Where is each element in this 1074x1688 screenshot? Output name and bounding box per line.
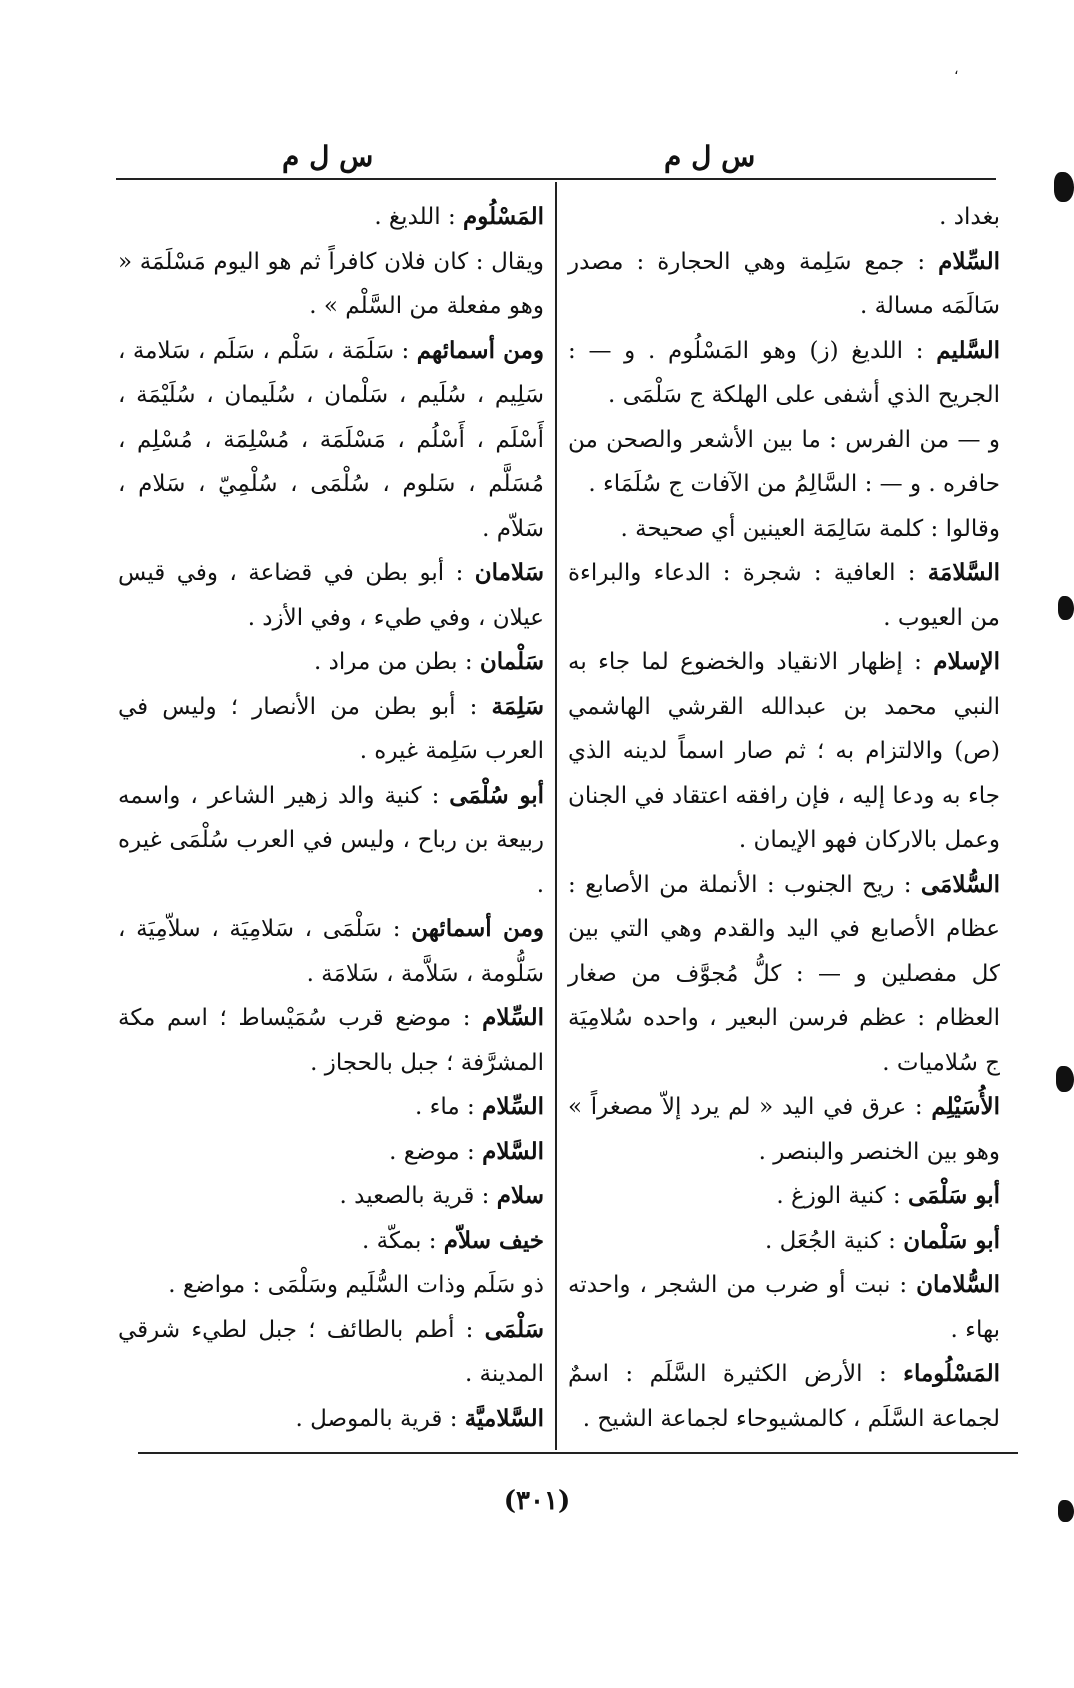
- entry-head: خيف سلاّم: [443, 1226, 544, 1254]
- entry-head: المَسْلُوماء: [903, 1360, 1000, 1387]
- entry: [568, 551, 1000, 640]
- entry: [568, 418, 1000, 507]
- entry-head: أبو سَلْمَى: [907, 1182, 1000, 1209]
- entry: [118, 195, 544, 240]
- entry: [568, 1352, 1000, 1441]
- entry-head: السِّلام: [482, 1004, 544, 1031]
- entry: [118, 1308, 544, 1397]
- entry-text: : الأرض الكثيرة السَّلَم : اسمٌ لجماعة السَّلَم ، كالمشيوحاء لجماعة الشيح .: [568, 1361, 1000, 1432]
- entry: [118, 685, 544, 774]
- entry-text: : أطم بالطائف ؛ جبل لطيء شرقي المدينة .: [118, 1316, 544, 1387]
- entry-text: : موضع قرب سُمَيْساط ؛ اسم مكة المشرَّفة ؛ جبل بالحجاز .: [118, 1005, 544, 1076]
- entry-head: السَّليم: [936, 336, 1000, 364]
- entry: [118, 1174, 544, 1219]
- entry: [568, 507, 1000, 552]
- entry: [568, 1174, 1000, 1219]
- entry-text: : إظهار الانقياد والخضوع لما جاء به النبي محمد بن عبدالله القرشي الهاشمي (ص) والالتزام به ؛ ثم صار اسماً لدينه الذي جاء به ودعا إليه ، فإن رافقه اعتقاد في الجنان وعمل بالاركان فهو الإيمان .: [568, 649, 1000, 853]
- entry-head: سلام: [496, 1182, 544, 1209]
- entry-text: ذو سَلَم وذات السُّلَيم وسَلْمَى : مواضع .: [168, 1272, 544, 1298]
- entry-text: : نبت أو ضرب من الشجر ، واحدته بهاء .: [568, 1272, 1000, 1343]
- entry: [568, 640, 1000, 863]
- entry-head: السِّلام: [938, 247, 1000, 275]
- header-rule: [116, 178, 996, 180]
- page-number: (٣٠١): [503, 1486, 571, 1516]
- entry-head: السِّلام: [482, 1093, 544, 1120]
- entry-text: : سَلْمَى ، سَلامِيَة ، سلاّمِيَة ، سَلُّومة ، سَلاَّمة ، سَلامَة .: [118, 916, 544, 987]
- entry: [118, 1130, 544, 1175]
- entry-head: ومن أسمائهم: [416, 336, 545, 364]
- entry-text: : قرية بالصعيد .: [339, 1183, 497, 1209]
- entry-text: : بمكّة .: [362, 1227, 444, 1254]
- entry: [118, 1397, 544, 1442]
- entry: [568, 1085, 1000, 1174]
- entry-text: : أبو بطن من الأنصار ؛ وليس في العرب سَلِمة غيره .: [118, 693, 544, 764]
- entry: [568, 863, 1000, 1086]
- entry-head: السَّلامَة: [927, 559, 1000, 586]
- entry: [118, 240, 544, 329]
- entry-head: أبو سُلْمَى: [449, 781, 544, 809]
- entry-head: الأُسَيْلِم: [931, 1093, 1000, 1120]
- left-column: [118, 195, 544, 1441]
- entry-text: و — من الفرس : ما بين الأشعر والصحن من حافره . و — : السَّالِمُ من الآفات ج سُلَمَاء .: [568, 426, 1000, 497]
- scan-blot: [1058, 596, 1074, 620]
- entry: [118, 551, 544, 640]
- entry-head: الإسلام: [933, 648, 1000, 675]
- entry-head: سَلْمان: [479, 648, 544, 675]
- entry-head: ومن أسمائهن: [411, 915, 544, 942]
- entry-text: : سَلَمَة ، سَلْم ، سَلَم ، سَلامة ، سَلِيم ، سُلَيم ، سَلْمان ، سُلَيمان ، سُلَيْمَة ، أَسْلَم ، أَسْلُم ، مَسْلَمَة ، مُسْلِمَة ، مُسْلِم ، مُسَلَّم ، سَلوم ، سُلْمَى ، سُلْمِيّ ، سَلام ، سَلاّم .: [118, 337, 544, 542]
- entry: [568, 240, 1000, 329]
- entry-text: ويقال : كان فلان كافراً ثم هو اليوم مَسْلَمَة « وهو مفعلة من السَّلْم » .: [118, 248, 544, 319]
- entry: [568, 1263, 1000, 1352]
- entry: [118, 329, 544, 552]
- entry-head: سَلْمَى: [484, 1315, 544, 1343]
- entry: [118, 774, 544, 908]
- entry-head: سَلِمَة: [491, 692, 544, 720]
- entry: [118, 1219, 544, 1264]
- column-divider: [555, 182, 557, 1450]
- right-column: [568, 195, 1000, 1441]
- scan-blot: [1056, 1066, 1074, 1092]
- entry: [568, 329, 1000, 418]
- entry-text: : أبو بطن في قضاعة ، وفي قيس عيلان ، وفي طيء ، وفي الأزد .: [118, 560, 544, 631]
- corner-mark: ،: [954, 62, 959, 78]
- entry-text: : قرية بالموصل .: [295, 1405, 465, 1432]
- entry: [118, 640, 544, 685]
- entry: [118, 1263, 544, 1308]
- entry-head: أبو سَلْمان: [903, 1226, 1000, 1254]
- entry: [118, 1085, 544, 1130]
- entry-text: بغداد .: [939, 204, 1000, 230]
- entry-text: : اللديغ .: [374, 204, 464, 230]
- entry-head: السَّلاميَّة: [464, 1404, 544, 1432]
- entry-text: : موضع .: [389, 1138, 483, 1165]
- entry-head: السُّلامَى: [920, 870, 1000, 898]
- scan-blot: [1054, 172, 1074, 202]
- entry: [568, 1219, 1000, 1264]
- entry-text: : عرق في اليد « لم يرد إلاّ مصغراً » وهو بين الخنصر والبنصر .: [568, 1094, 1000, 1165]
- entry-text: : كنية الوزغ .: [776, 1183, 908, 1209]
- left-column-header: س ل م: [282, 140, 374, 173]
- entry-text: : كنية الجُعَل .: [765, 1227, 904, 1254]
- entry-text: : العافية : شجرة : الدعاء والبراءة من العيوب .: [568, 560, 1000, 631]
- entry-text: وقالوا : كلمة سَالِمَة العينين أي صحيحة .: [620, 515, 1000, 542]
- entry: [118, 996, 544, 1085]
- entry-head: سَلامان: [474, 559, 544, 586]
- entry: [118, 907, 544, 996]
- footer-rule: [138, 1452, 1018, 1454]
- entry-text: : جمع سَلِمة وهي الحجارة : مصدر سَالَمَه مسالة .: [568, 248, 1000, 319]
- entry-text: : اللديغ (ز) وهو المَسْلُوم . و — : الجريح الذي أشفى على الهلكة ج سَلْمَى .: [568, 337, 1000, 408]
- scan-blot: [1058, 1500, 1074, 1522]
- entry-text: : ماء .: [414, 1094, 483, 1120]
- entry-head: السَّلام: [482, 1137, 544, 1165]
- entry: [568, 195, 1000, 240]
- entry-text: : بطن من مراد .: [314, 649, 480, 675]
- entry-text: : ريح الجنوب : الأنملة من الأصابع : عظام الأصابع في اليد والقدم وهي التي بين كل مفصلين و — : كلُّ مُجوَّف من صغار العظام : عظم فرسن البعير ، واحده سُلامِيَة ج سُلاميات .: [568, 871, 1000, 1076]
- entry-head: المَسْلُوم: [463, 203, 544, 230]
- right-column-header: س ل م: [664, 140, 756, 173]
- entry-head: السُّلامان: [916, 1271, 1000, 1298]
- entry-text: : كنية والد زهير الشاعر ، واسمه ربيعة بن رباح ، وليس في العرب سُلْمَى غيره .: [118, 782, 544, 898]
